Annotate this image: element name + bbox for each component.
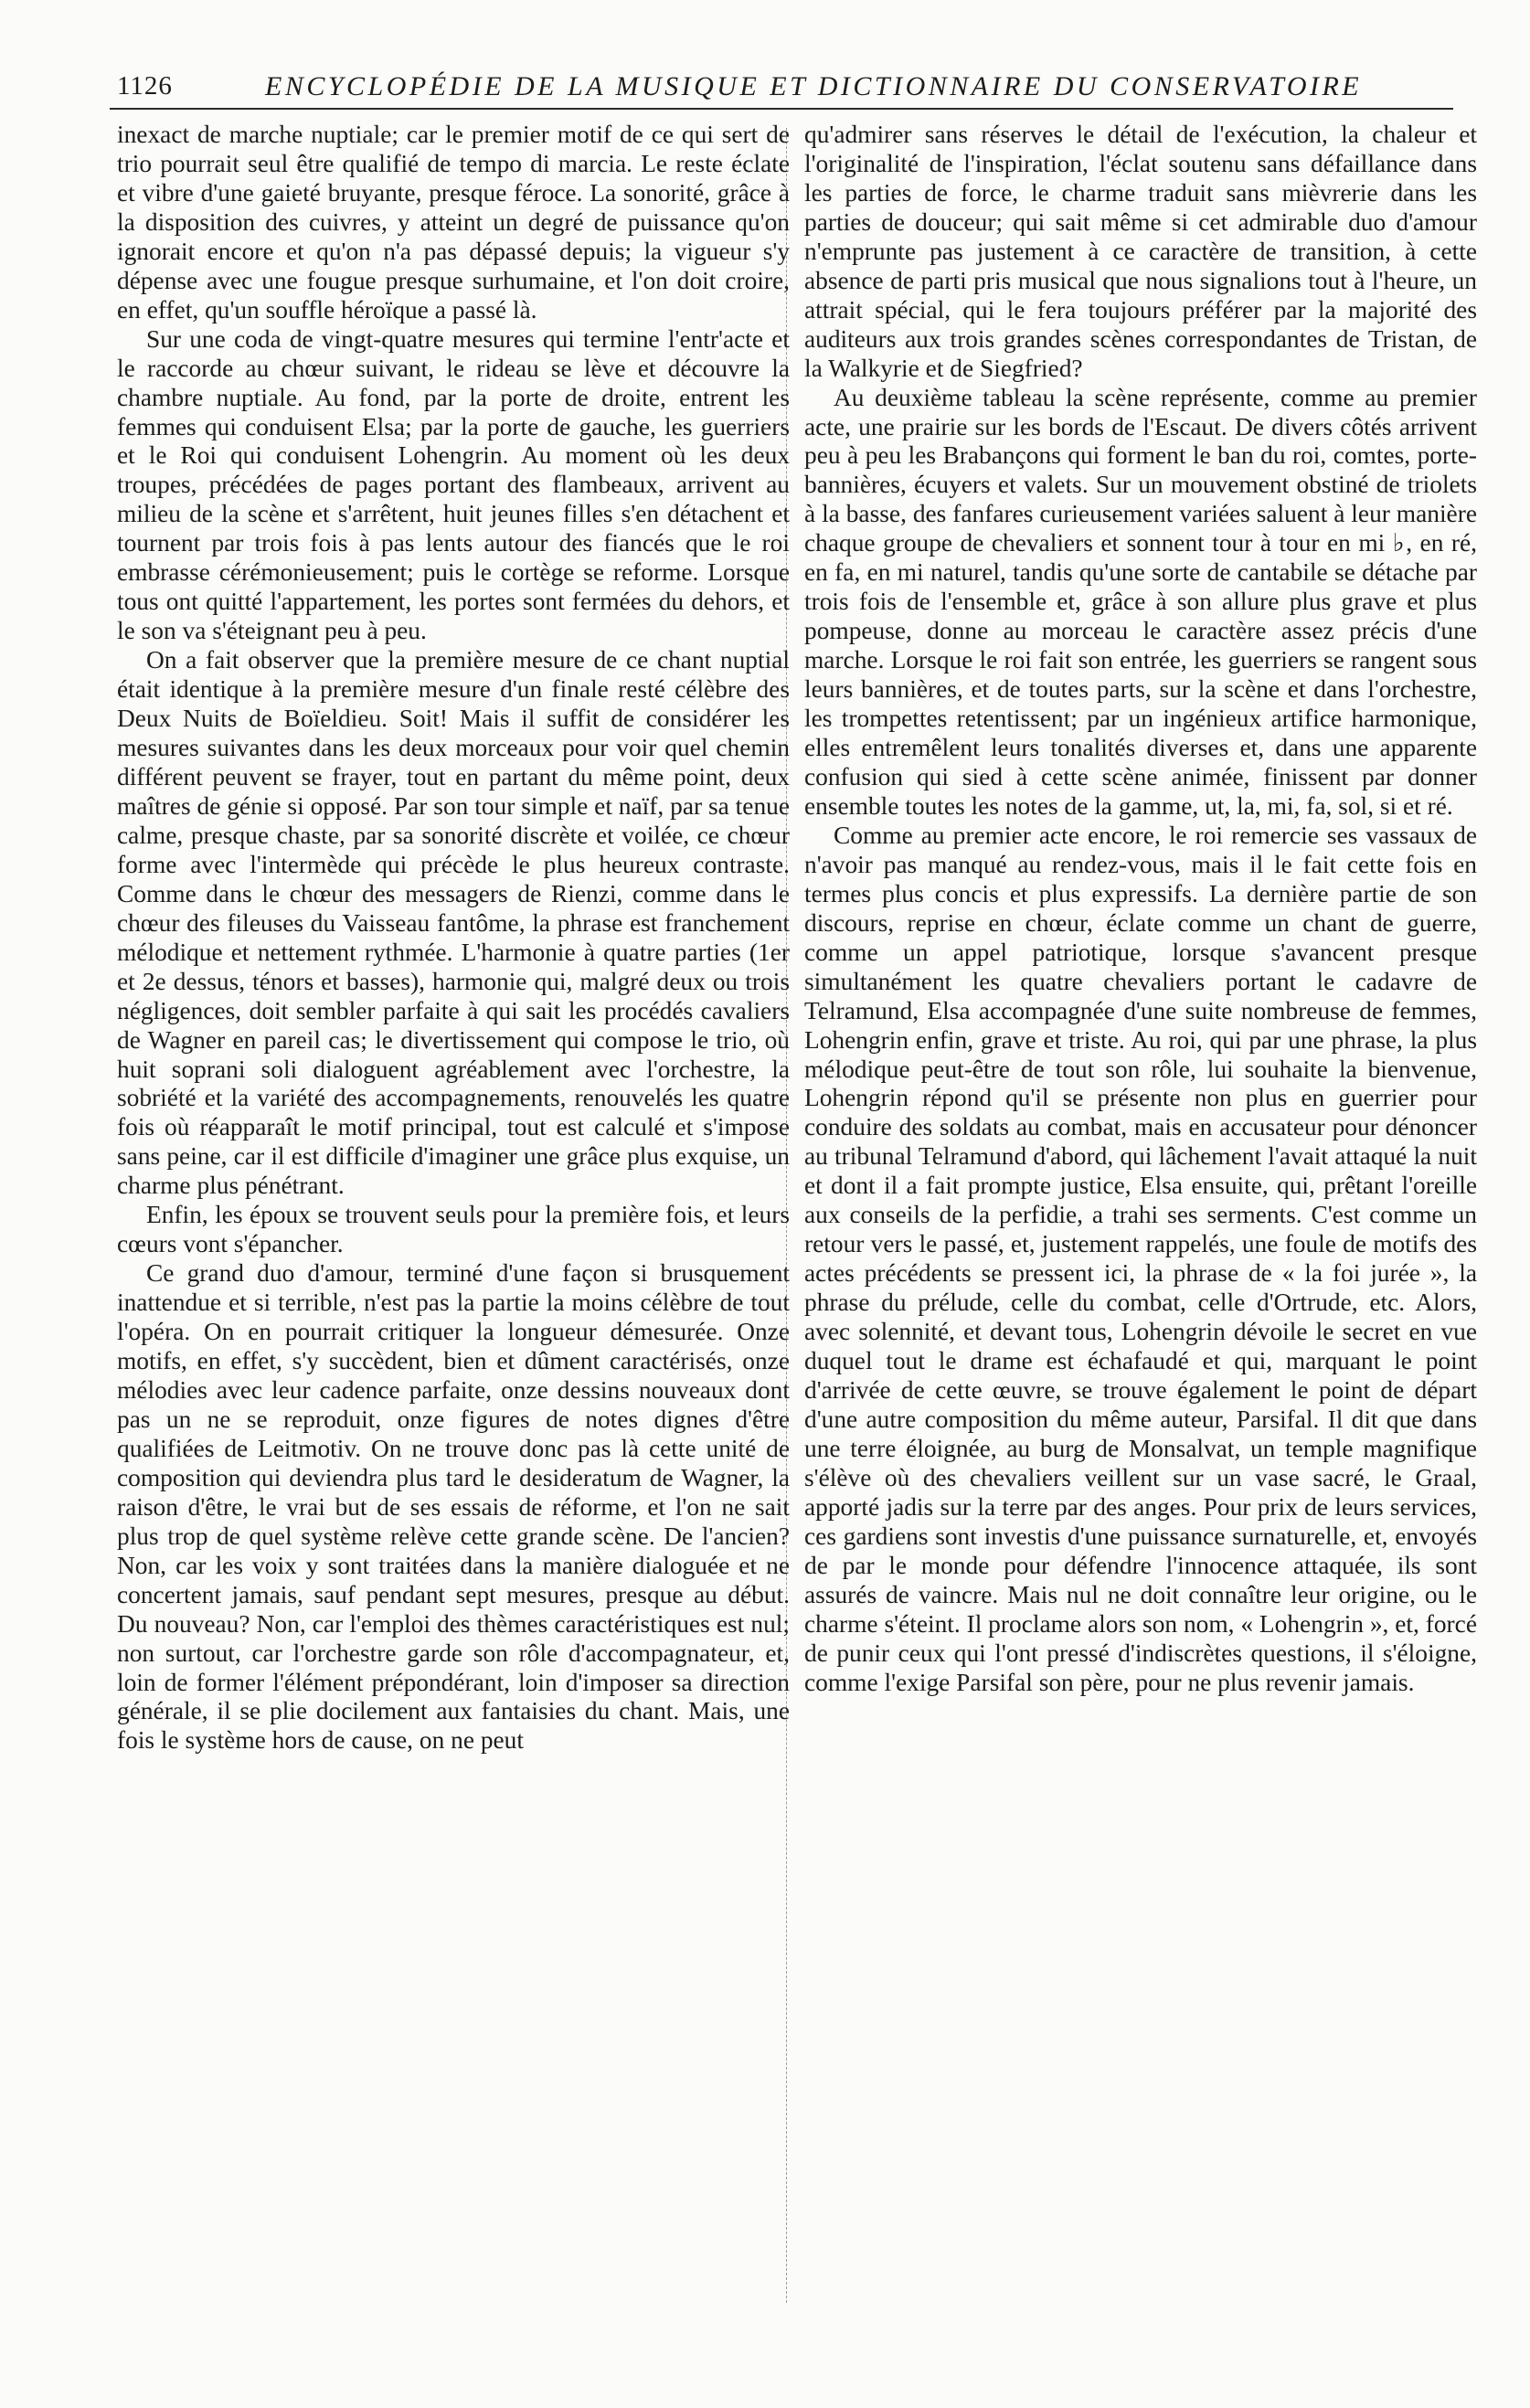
paragraph: Comme au premier acte encore, le roi remercie ses vassaux de n'avoir pas manqué au rendez-vous, mais il le fait cette fois en termes plus concis et plus expressifs. La dernière partie de son discours, reprise en chœur, éclate comme un chant de guerre, comme un appel patriotique, lorsque s'avancent presque simultanément les quatre chevaliers portant le cadavre de Telramund, Elsa accompagnée d'une suite nombreuse de femmes, Lohengrin enfin, grave et triste. Au roi, qui par une phrase, la plus mélodique peut-être de tout son rôle, lui souhaite la bienvenue, Lohengrin répond qu'il se présente non plus en guerrier pour conduire des soldats au combat, mais en accusateur pour dénoncer au tribunal Telramund d'abord, qui lâchement l'avait attaqué la nuit et dont il a fait prompte justice, Elsa ensuite, qui, prêtant l'oreille aux conseils de la perfidie, a trahi ses serments. C'est comme un retour vers le passé, et, justement rappelés, une foule de motifs des actes précédents se pressent ici, la phrase de « la foi jurée », la phrase du prélude, celle du combat, celle d'Ortrude, etc. Alors, avec solennité, et devant tous, Lohengrin dévoile le secret en vue duquel tout le drame est échafaudé et qui, marquant le point d'arrivée de cette œuvre, se trouve également le point de départ d'une autre composition du même auteur, Parsifal. Il dit que dans une terre éloignée, au burg de Monsalvat, un temple magnifique s'élève où des chevaliers veillent sur un vase sacré, le Graal, apporté jadis sur la terre par des anges. Pour prix de leurs services, ces gardiens sont investis d'une puissance surnaturelle, et, envoyés de par le monde pour défendre l'innocence attaquée, ils sont assurés de vaincre. Mais nul ne doit connaître leur origine, ou le charme s'éteint. Il proclame alors son nom, « Lohengrin », et, forcé de punir ceux qui l'ont pressé d'indiscrètes questions, il s'éloigne, comme l'exige Parsifal son père, pour ne plus revenir jamais. (804, 821, 1477, 1696)
running-title: ENCYCLOPÉDIE DE LA MUSIQUE ET DICTIONNAIRE DU CONSERVATOIRE (265, 71, 1363, 101)
paragraph: Ce grand duo d'amour, terminé d'une façon si brusquement inattendue et si terrible, n'est pas la partie la moins célèbre de tout l'opéra. On en pourrait critiquer la longueur démesurée. Onze motifs, en effet, s'y succèdent, bien et dûment caractérisés, onze mélodies avec leur cadence parfaite, onze dessins nouveaux dont pas un ne se reproduit, onze figures de notes dignes d'être qualifiées de Leitmotiv. On ne trouve donc pas là cette unité de composition qui deviendra plus tard le desideratum de Wagner, la raison d'être, le vrai but de ses essais de réforme, et l'on ne sait plus trop de quel système relève cette grande scène. De l'ancien? Non, car les voix y sont traitées dans la manière dialoguée et ne concertent jamais, sauf pendant sept mesures, presque au début. Du nouveau? Non, car l'emploi des thèmes caractéristiques est nul; non surtout, car l'orchestre garde son rôle d'accompagnateur, et, loin de former l'élément prépondérant, loin d'imposer sa direction générale, il se plie docilement aux fantaisies du chant. Mais, une fois le système hors de cause, on ne peut (117, 1259, 790, 1755)
paragraph: Sur une coda de vingt-quatre mesures qui termine l'entr'acte et le raccorde au chœur suivant, le rideau se lève et découvre la chambre nuptiale. Au fond, par la porte de droite, entrent les femmes qui conduisent Elsa; par la porte de gauche, les guerriers et le Roi qui conduisent Lohengrin. Au moment où les deux troupes, précédées de pages portant des flambeaux, arrivent au milieu de la scène et s'arrêtent, huit jeunes filles s'en détachent et tournent par trois fois à pas lents autour des fiancés que le roi embrasse cérémonieusement; puis le cortège se reforme. Lorsque tous ont quitté l'appartement, les portes sont fermées du dehors, et le son va s'éteignant peu à peu. (117, 324, 790, 645)
paragraph: Enfin, les époux se trouvent seuls pour la première fois, et leurs cœurs vont s'épancher. (117, 1201, 790, 1258)
page-number: 1126 (117, 71, 173, 101)
paragraph: inexact de marche nuptiale; car le premier motif de ce qui sert de trio pourrait seul être qualifié de tempo di marcia. Le reste éclate et vibre d'une gaieté bruyante, presque féroce. La sonorité, grâce à la disposition des cuivres, y atteint un degré de puissance qu'on ignorait encore et qu'on n'a pas dépassé depuis; la vigueur s'y dépense avec une fougue presque surhumaine, et l'on doit croire, en effet, qu'un souffle héroïque a passé là. (117, 121, 790, 324)
right-column (804, 121, 1477, 1697)
running-header (110, 71, 1453, 110)
paragraph: qu'admirer sans réserves le détail de l'exécution, la chaleur et l'originalité de l'inspiration, l'éclat soutenu sans défaillance dans les parties de force, le charme traduit sans mièvrerie dans les parties de douceur; qui sait même si cet admirable duo d'amour n'emprunte pas justement à ce caractère de transition, à cette absence de parti pris musical que nous signalions tout à l'heure, un attrait spécial, qui le fera toujours préférer par la majorité des auditeurs aux trois grandes scènes correspondantes de Tristan, de la Walkyrie et de Siegfried? (804, 121, 1477, 382)
paragraph: Au deuxième tableau la scène représente, comme au premier acte, une prairie sur les bords de l'Escaut. De divers côtés arrivent peu à peu les Brabançons qui forment le ban du roi, comtes, porte-bannières, écuyers et valets. Sur un mouvement obstiné de triolets à la basse, des fanfares curieusement variées saluent à leur manière chaque groupe de chevaliers et sonnent tour à tour en mi ♭, en ré, en fa, en mi naturel, tandis qu'une sorte de cantabile se détache par trois fois de l'ensemble et, grâce à son allure plus grave et plus pompeuse, donne au morceau le caractère assez précis d'une marche. Lorsque le roi fait son entrée, les guerriers se rangent sous leurs bannières, et de toutes parts, sur la scène et dans l'orchestre, les trompettes retentissent; par un ingénieux artifice harmonique, elles entremêlent leurs tonalités diverses et, dans une apparente confusion qui sied à cette scène animée, finissent par donner ensemble toutes les notes de la gamme, ut, la, mi, fa, sol, si et ré. (804, 383, 1477, 820)
paragraph: On a fait observer que la première mesure de ce chant nuptial était identique à la première mesure d'un finale resté célèbre des Deux Nuits de Boïeldieu. Soit! Mais il suffit de considérer les mesures suivantes dans les deux morceaux pour voir quel chemin différent peuvent se frayer, tout en partant du même point, deux maîtres de génie si opposé. Par son tour simple et naïf, par sa tenue calme, presque chaste, par sa sonorité discrète et voilée, ce chœur forme avec l'intermède qui précède le plus heureux contraste. Comme dans le chœur des messagers de Rienzi, comme dans le chœur des fileuses du Vaisseau fantôme, la phrase est franchement mélodique et nettement rythmée. L'harmonie à quatre parties (1er et 2e dessus, ténors et basses), harmonie qui, malgré deux ou trois négligences, doit sembler parfaite à qui sait les procédés cavaliers de Wagner en pareil cas; le divertissement qui compose le trio, où huit soprani soli dialoguent agréablement avec l'orchestre, la sobriété et la variété des accompagnements, renouvelés les quatre fois où réapparaît le motif principal, tout est calculé et s'impose sans peine, car il est difficile d'imaginer une grâce plus exquise, un charme plus pénétrant. (117, 646, 790, 1200)
left-column (117, 121, 790, 1756)
